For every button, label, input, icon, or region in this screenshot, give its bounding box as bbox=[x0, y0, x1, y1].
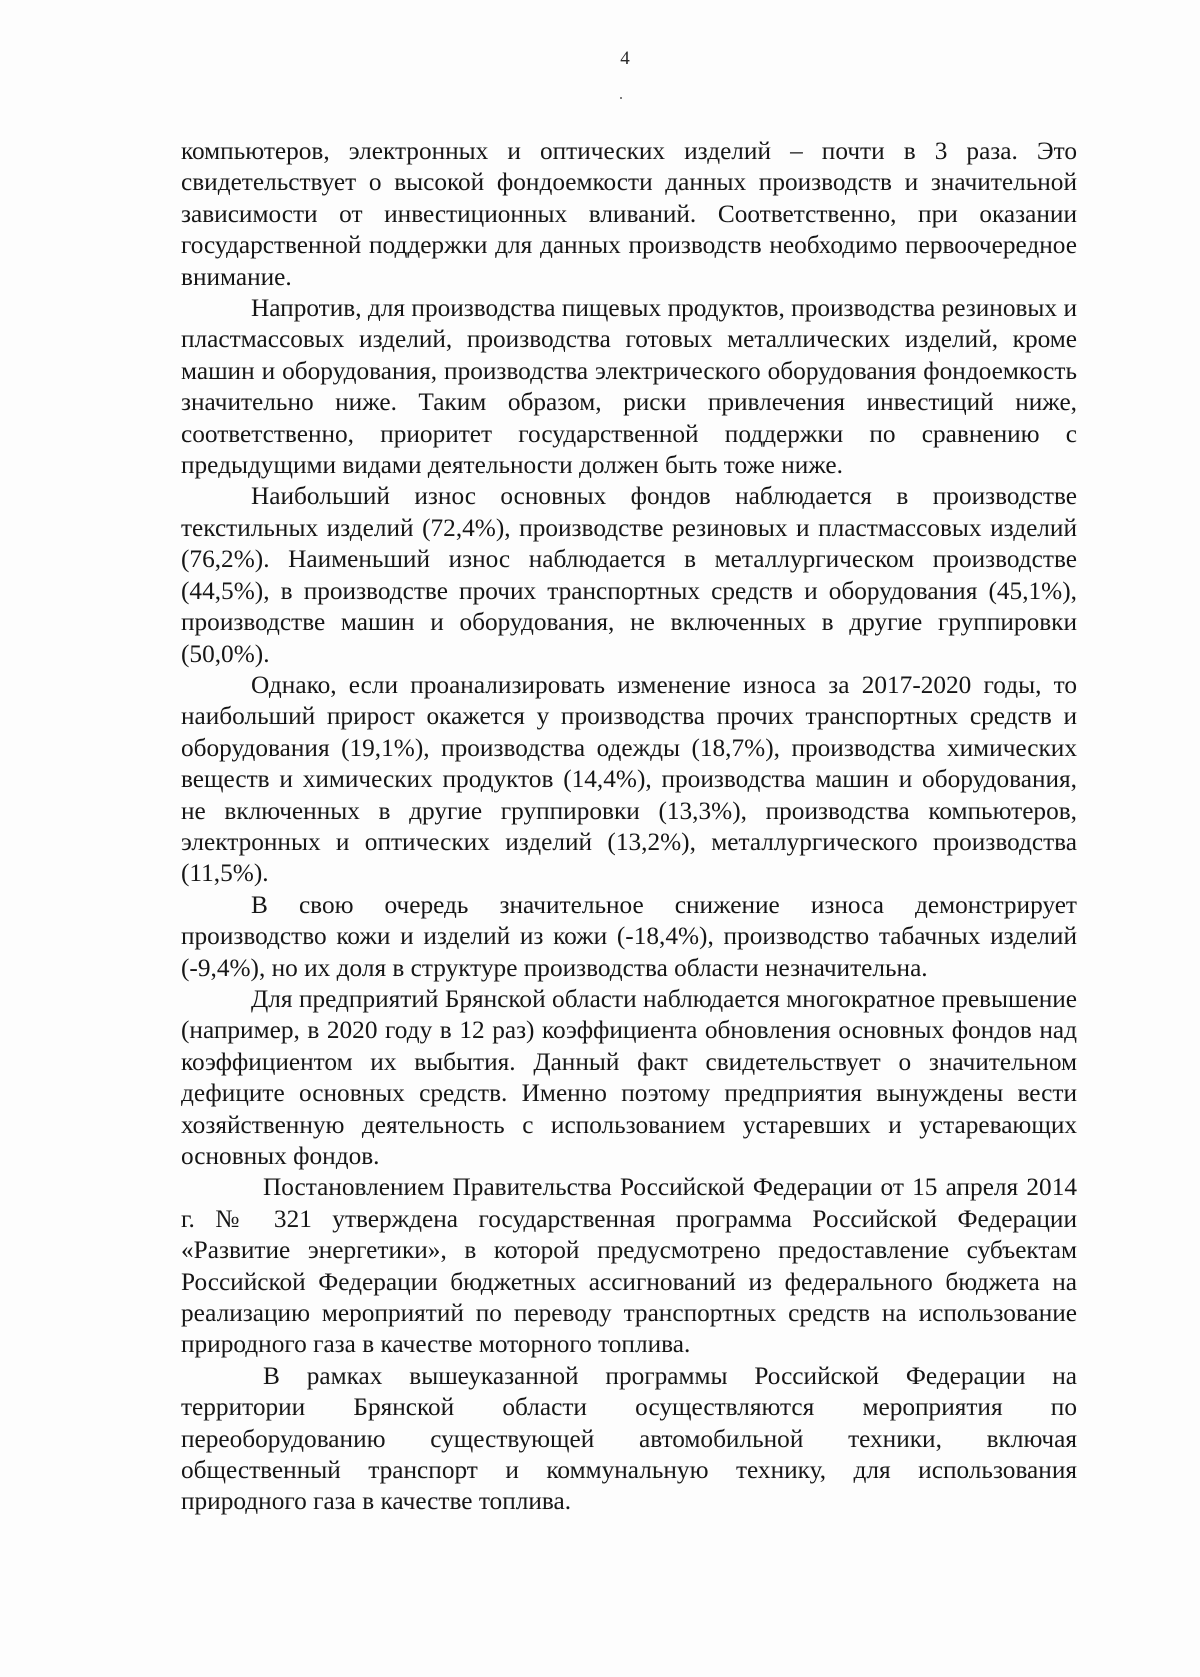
page-number: 4 bbox=[620, 48, 630, 69]
paragraph-capital-intensity: Напротив, для производства пищевых продуктов, производства резиновых и пластмассовых изделий, производства готовых металлических изделий, кроме машин и оборудования, производства электрического оборудования фондоемкость значительно ниже. Таким образом, риски привлечения инвестиций ниже, соответственно, приоритет государственной поддержки по сравнению с предыдущими видами деятельности должен быть тоже ниже. bbox=[181, 294, 1077, 480]
paragraph-depreciation-levels: Наибольший износ основных фондов наблюдается в производстве текстильных изделий (72,4%), производстве резиновых и пластмассовых изделий (76,2%). Наименьший износ наблюдается в металлургическом производстве (44,5%), в производстве прочих транспортных средств и оборудования (45,1%), производстве машин и оборудования, не включенных в другие группировки (50,0%). bbox=[181, 482, 1077, 668]
paragraph-bryansk-measures: В рамках вышеуказанной программы Российской Федерации на территории Брянской области осуществляются мероприятия по переоборудованию существующей автомобильной техники, включая общественный транспорт и коммунальную технику, для использования природного газа в качестве топлива. bbox=[181, 1361, 1077, 1516]
paragraph-government-program: Постановлением Правительства Российской Федерации от 15 апреля 2014 г. № 321 утверждена государственная программа Российской Федерации «Развитие энергетики», в которой предусмотрено предоставление субъектам Российской Федерации бюджетных ассигнований из федерального бюджета на реализацию мероприятий по переводу транспортных средств на использование природного газа в качестве моторного топлива. bbox=[181, 1173, 1077, 1359]
document-body bbox=[181, 136, 1077, 1518]
scan-artifact bbox=[620, 97, 622, 99]
paragraph-renewal-coefficient: Для предприятий Брянской области наблюдается многократное превышение (например, в 2020 году в 12 раз) коэффициента обновления основных фондов над коэффициентом их выбытия. Данный факт свидетельствует о значительном дефиците основных средств. Именно поэтому предприятия вынуждены вести хозяйственную деятельность с использованием устаревших и устаревающих основных фондов. bbox=[181, 984, 1077, 1170]
paragraph-depreciation-growth: Однако, если проанализировать изменение износа за 2017-2020 годы, то наибольший прирост окажется у производства прочих транспортных средств и оборудования (19,1%), производства одежды (18,7%), производства химических веществ и химических продуктов (14,4%), производства машин и оборудования, не включенных в другие группировки (13,3%), производства компьютеров, электронных и оптических изделий (13,2%), металлургического производства (11,5%). bbox=[181, 670, 1077, 888]
paragraph-continuation: компьютеров, электронных и оптических изделий – почти в 3 раза. Это свидетельствует о высокой фондоемкости данных производств и значительной зависимости от инвестиционных вливаний. Соответственно, при оказании государственной поддержки для данных производств необходимо первоочередное внимание. bbox=[181, 137, 1077, 291]
paragraph-depreciation-decrease: В свою очередь значительное снижение износа демонстрирует производство кожи и изделий из кожи (-18,4%), производство табачных изделий (-9,4%), но их доля в структуре производства области незначительна. bbox=[181, 890, 1077, 982]
